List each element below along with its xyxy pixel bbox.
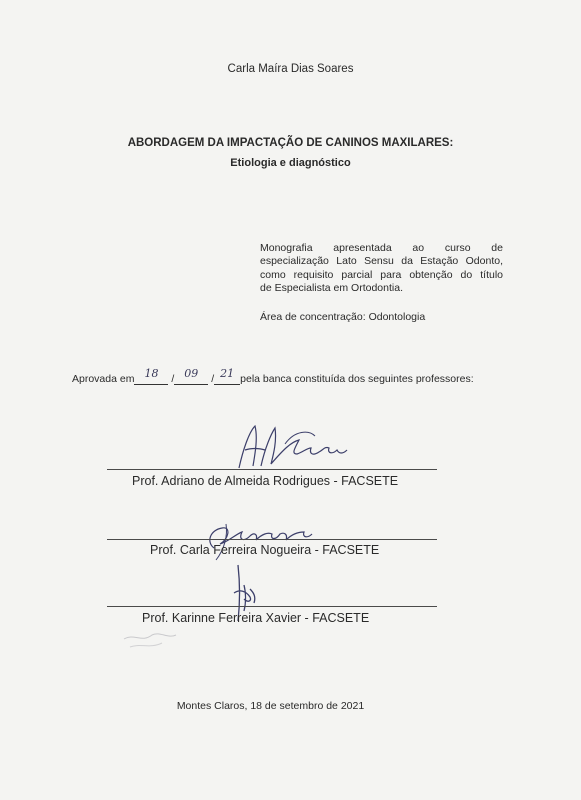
examiner-name: Prof. Adriano de Almeida Rodrigues - FACSETE [132, 474, 399, 488]
place-and-date: Montes Claros, 18 de setembro de 2021 [176, 700, 365, 712]
description-line: de Especialista em Ortodontia. [260, 281, 403, 294]
date-separator: / [171, 373, 175, 385]
description-line: como requisito parcial para obtenção do título [260, 268, 503, 281]
examiner-name: Prof. Karinne Ferreira Xavier - FACSETE [142, 611, 370, 625]
approval-suffix: pela banca constituída dos seguintes professores: [240, 373, 474, 385]
approval-month: 09 [174, 372, 208, 385]
author-name: Carla Maíra Dias Soares [227, 63, 354, 75]
signature-line [107, 606, 437, 607]
description-line: especialização Lato Sensu da Estação Odonto, [260, 255, 503, 268]
approval-year: 21 [214, 372, 240, 385]
document-title: ABORDAGEM DA IMPACTAÇÃO DE CANINOS MAXILARES: [127, 137, 454, 149]
signature-line [107, 469, 437, 470]
concentration-area: Área de concentração: Odontologia [260, 311, 426, 323]
description-line: Monografia apresentada ao curso de [260, 242, 503, 254]
date-separator: / [211, 373, 215, 385]
document-subtitle: Etiologia e diagnóstico [230, 157, 351, 169]
approval-prefix: Aprovada em [72, 373, 135, 385]
signature-adriano [225, 420, 355, 472]
monograph-description [260, 242, 503, 295]
ink-smudge [120, 625, 180, 655]
signature-line [107, 539, 437, 540]
approval-day: 18 [134, 372, 168, 385]
examiner-name: Prof. Carla Ferreira Nogueira - FACSETE [150, 543, 380, 557]
approval-statement [72, 367, 522, 385]
